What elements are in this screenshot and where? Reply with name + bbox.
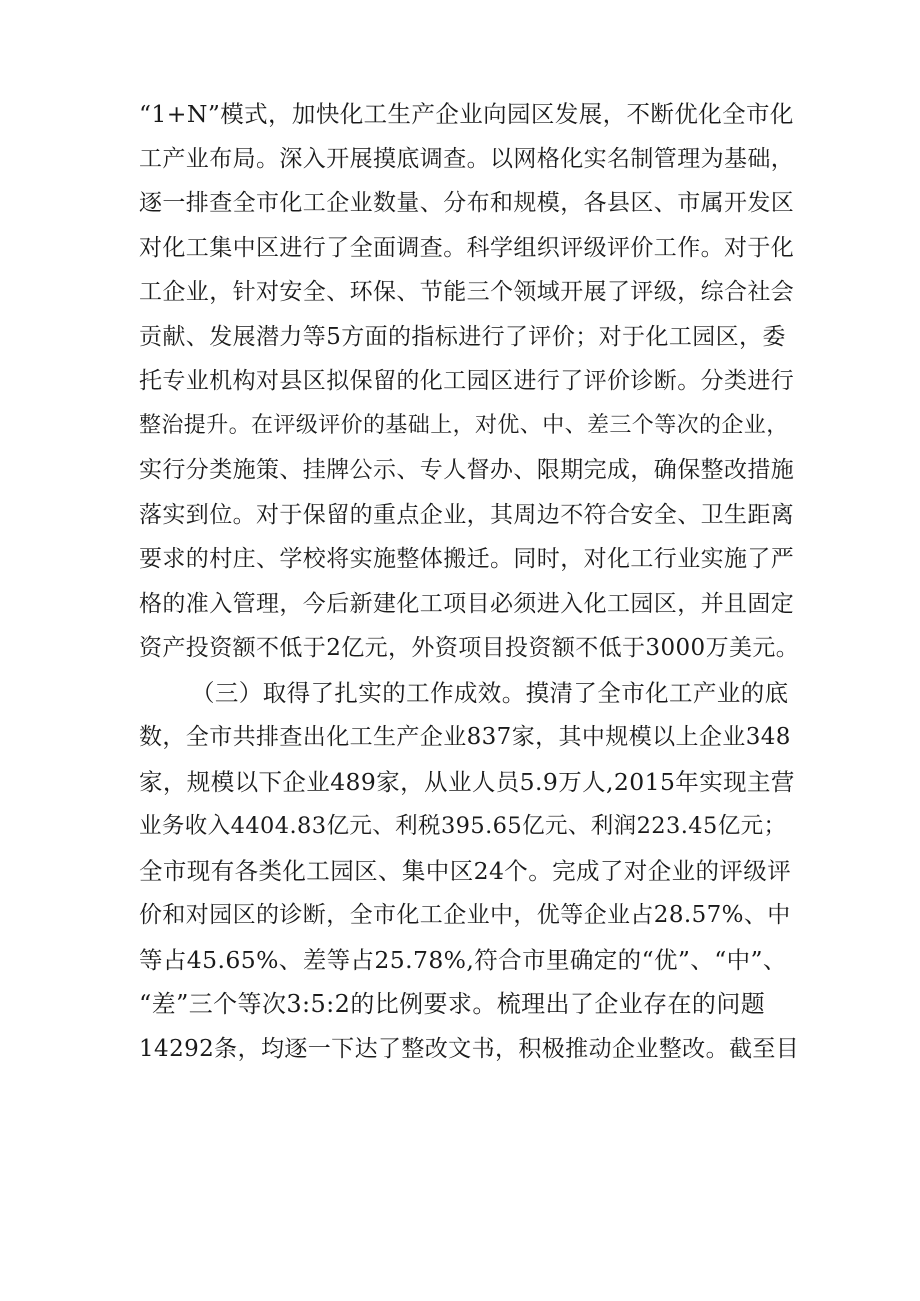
text-line: 价和对园区的诊断，全市化工企业中，优等企业占28.57%、中: [139, 902, 791, 928]
section-heading-line: （三）取得了扎实的工作成效。摸清了全市化工产业的底: [191, 678, 789, 707]
text-line: 逐一排查全市化工企业数量、分布和规模，各县区、市属开发区: [139, 190, 795, 216]
text-line: 资产投资额不低于2亿元，外资项目投资额不低于3000万美元。: [139, 635, 800, 661]
text-line: 整治提升。在评级评价的基础上，对优、中、差三个等次的企业，: [139, 412, 789, 438]
text-line: 格的准入管理，今后新建化工项目必须进入化工园区，并且固定: [139, 590, 795, 617]
text-line: 落实到位。对于保留的重点企业，其周边不符合安全、卫生距离: [139, 501, 795, 528]
text-line: 工产业布局。深入开展摸底调查。以网格化实名制管理为基础，: [139, 145, 795, 172]
text-line: 托专业机构对县区拟保留的化工园区进行了评价诊断。分类进行: [139, 368, 795, 394]
text-line: 全市现有各类化工园区、集中区24个。完成了对企业的评级评: [139, 856, 792, 885]
text-line: 实行分类施策、挂牌公示、专人督办、限期完成，确保整改措施: [139, 457, 795, 483]
text-line: 贡献、发展潜力等5方面的指标进行了评价；对于化工园区，委: [139, 323, 786, 350]
text-line: “1+N”模式，加快化工生产企业向园区发展，不断优化全市化: [139, 100, 794, 128]
text-line: “差”三个等次3:5:2的比例要求。梳理出了企业存在的问题: [139, 990, 766, 1018]
text-line: 业务收入4404.83亿元、利税395.65亿元、利润223.45亿元；: [139, 813, 787, 839]
text-line: 对化工集中区进行了全面调查。科学组织评级评价工作。对于化: [139, 234, 795, 261]
body-text: [139, 92, 799, 1071]
text-line: 数，全市共排查出化工生产企业837家，其中规模以上企业348: [139, 724, 791, 750]
text-line: 要求的村庄、学校将实施整体搬迁。同时，对化工行业实施了严: [139, 546, 795, 572]
text-line: 家，规模以下企业489家，从业人员5.9万人,2015年实现主营: [139, 767, 795, 796]
text-line: 等占45.65%、差等占25.78%,符合市里确定的“优”、“中”、: [139, 945, 787, 974]
text-line: 工企业，针对安全、环保、节能三个领域开展了评级，综合社会: [139, 279, 795, 305]
text-line: 14292条，均逐一下达了整改文书，积极推动企业整改。截至目: [139, 1035, 800, 1062]
